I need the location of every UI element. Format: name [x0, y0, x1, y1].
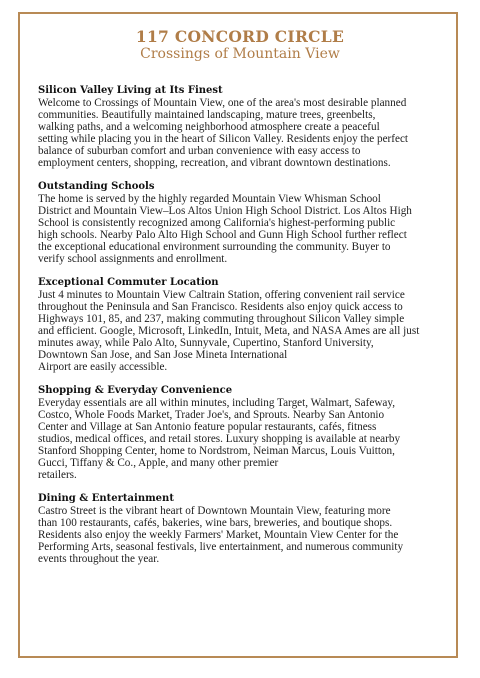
section-silicon-valley-living — [38, 84, 444, 169]
body-line: studios, medical offices, and retail stores. Luxury shopping is available at nearby — [38, 433, 401, 445]
section-body — [38, 505, 444, 565]
body-line: verify school assignments and enrollment. — [38, 253, 228, 265]
body-line: Highways 101, 85, and 237, making commuting throughout Silicon Valley simple — [38, 313, 405, 325]
section-commuter-location — [38, 276, 444, 373]
body-line: Airport are easily accessible. — [38, 361, 168, 373]
body-line: retailers. — [38, 469, 77, 481]
body-line: Costco, Whole Foods Market, Trader Joe's, and Sprouts. Nearby San Antonio — [38, 409, 385, 421]
body-line: Stanford Shopping Center, home to Nordstrom, Neiman Marcus, Louis Vuitton, — [38, 445, 395, 457]
body-line: District and Mountain View–Los Altos Union High School District. Los Altos High — [38, 205, 412, 217]
section-heading: Dining & Entertainment — [38, 493, 174, 504]
section-heading: Outstanding Schools — [38, 181, 155, 192]
section-heading: Shopping & Everyday Convenience — [38, 385, 233, 396]
body-line: setting while placing you in the heart of Silicon Valley. Residents enjoy the perfect — [38, 133, 409, 145]
body-line: Downtown San Jose, and San Jose Mineta International — [38, 349, 288, 361]
body-line: Performing Arts, seasonal festivals, live entertainment, and numerous community — [38, 541, 404, 553]
body-line: high schools. Nearby Palo Alto High School and Gunn High School further reflect — [38, 229, 407, 241]
body-line: than 100 restaurants, cafés, bakeries, wine bars, breweries, and boutique shops. — [38, 517, 393, 529]
body-line: Castro Street is the vibrant heart of Downtown Mountain View, featuring more — [38, 505, 391, 517]
section-heading: Exceptional Commuter Location — [38, 277, 219, 288]
page-header — [0, 28, 480, 63]
flyer-content — [38, 84, 444, 576]
body-line: Residents also enjoy the weekly Farmers' Market, Mountain View Center for the — [38, 529, 399, 541]
property-address-title: 117 CONCORD CIRCLE — [135, 27, 345, 46]
section-body — [38, 397, 444, 481]
body-line: Everyday essentials are all within minutes, including Target, Walmart, Safeway, — [38, 397, 396, 409]
section-body — [38, 289, 444, 373]
community-subtitle: Crossings of Mountain View — [140, 46, 340, 62]
body-line: throughout the Peninsula and San Francisco. Residents also enjoy quick access to — [38, 301, 403, 313]
body-line: minutes away, while Palo Alto, Sunnyvale, Cupertino, Stanford University, — [38, 337, 374, 349]
body-line: communities. Beautifully maintained landscaping, mature trees, greenbelts, — [38, 109, 376, 121]
body-line: Center and Village at San Antonio feature popular restaurants, cafés, fitness — [38, 421, 377, 433]
body-line: Gucci, Tiffany & Co., Apple, and many other premier — [38, 457, 279, 469]
body-line: walking paths, and a welcoming neighborhood atmosphere create a peaceful — [38, 121, 380, 133]
body-line: events throughout the year. — [38, 553, 160, 565]
body-line: Just 4 minutes to Mountain View Caltrain Station, offering convenient rail service — [38, 289, 405, 301]
body-line: the exceptional educational environment surrounding the community. Buyer to — [38, 241, 391, 253]
section-outstanding-schools — [38, 180, 444, 265]
body-line: Welcome to Crossings of Mountain View, one of the area's most desirable planned — [38, 97, 407, 109]
section-dining-entertainment — [38, 492, 444, 565]
body-line: balance of suburban comfort and urban convenience with easy access to — [38, 145, 361, 157]
body-line: and efficient. Google, Microsoft, LinkedIn, Intuit, Meta, and NASA Ames are all just — [38, 325, 420, 337]
section-shopping-convenience — [38, 384, 444, 481]
body-line: The home is served by the highly regarded Mountain View Whisman School — [38, 193, 381, 205]
body-line: School is consistently recognized among California's highest-performing public — [38, 217, 396, 229]
section-heading: Silicon Valley Living at Its Finest — [38, 85, 223, 96]
body-line: employment centers, shopping, recreation, and vibrant downtown destinations. — [38, 157, 391, 169]
section-body — [38, 97, 444, 169]
section-body — [38, 193, 444, 265]
